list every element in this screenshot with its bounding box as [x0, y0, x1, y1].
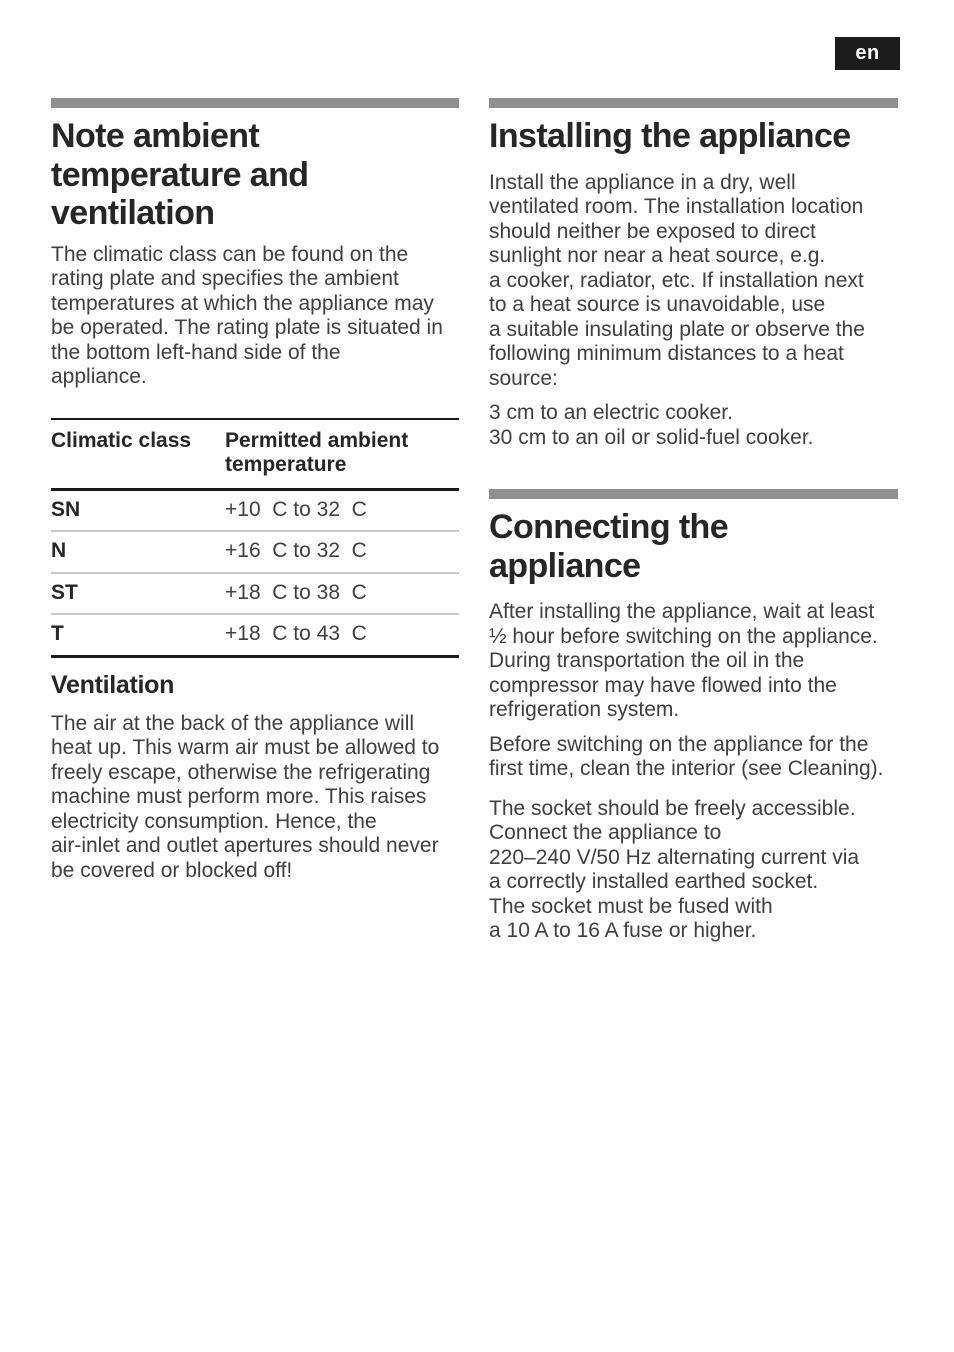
text-line: be operated. The rating plate is situated in [51, 316, 443, 339]
text-line: air-inlet and outlet apertures should never [51, 834, 439, 857]
temperature-range-cell: +18 C to 43 C [225, 622, 367, 645]
table-row [51, 491, 459, 531]
text-line: compressor may have flowed into the [489, 673, 837, 697]
connecting-paragraph-2 [489, 733, 898, 782]
ventilation-heading: Ventilation [51, 670, 175, 699]
title-line: Connecting the [489, 508, 729, 546]
text-line: to a heat source is unavoidable, use [489, 293, 826, 316]
table-row [51, 530, 459, 572]
language-badge: en [835, 37, 900, 70]
text-line: be covered or blocked off! [51, 858, 293, 882]
text-line: The socket must be fused with [489, 894, 773, 918]
note-intro-paragraph [51, 243, 459, 390]
note-ambient-title [51, 117, 459, 233]
climatic-class-cell: SN [51, 497, 81, 521]
text-line: Before switching on the appliance for the [489, 732, 869, 756]
text-line: temperatures at which the appliance may [51, 291, 434, 315]
table-row [51, 572, 459, 614]
temperature-range-cell: +10 C to 32 C [225, 497, 367, 521]
title-line: temperature and [51, 155, 309, 194]
text-line: 3 cm to an electric cooker. [489, 401, 733, 424]
col-header-climatic-class: Climatic class [51, 428, 192, 452]
connecting-paragraph-1 [489, 600, 898, 723]
text-line: refrigeration system. [489, 698, 680, 721]
table-row [51, 613, 459, 655]
text-line: first time, clean the interior (see Cleaning). [489, 757, 884, 780]
left-column [51, 98, 459, 883]
text-line: Install the appliance in a dry, well [489, 170, 796, 194]
title-line: ventilation [51, 194, 215, 232]
text-line: The climatic class can be found on the [51, 242, 409, 266]
climatic-class-table [51, 418, 459, 658]
temperature-range-cell: +18 C to 38 C [225, 580, 367, 604]
text-line: ½ hour before switching on the appliance. [489, 624, 878, 648]
right-column [489, 98, 898, 944]
text-line: following minimum distances to a heat [489, 342, 844, 365]
installing-title [489, 117, 898, 156]
text-line: electricity consumption. Hence, the [51, 809, 377, 833]
text-line: The air at the back of the appliance will [51, 711, 415, 735]
climatic-class-cell: ST [51, 580, 78, 604]
text-line: sunlight nor near a heat source, e.g. [489, 244, 826, 267]
text-line: rating plate and specifies the ambient [51, 267, 399, 290]
section-rule [51, 98, 459, 108]
text-line: Connect the appliance to [489, 821, 722, 844]
text-line: a correctly installed earthed socket. [489, 870, 819, 893]
text-line: source: [489, 366, 558, 390]
temperature-range-cell: +16 C to 32 C [225, 539, 367, 562]
text-line: a suitable insulating plate or observe the [489, 317, 865, 341]
title-line: Installing the appliance [489, 117, 851, 155]
col-header-permitted-ambient-temperature: Permitted ambient temperature [225, 428, 409, 476]
climatic-class-cell: T [51, 622, 64, 645]
text-line: appliance. [51, 365, 147, 388]
text-line: ventilated room. The installation location [489, 195, 864, 218]
text-line: a 10 A to 16 A fuse or higher. [489, 919, 757, 942]
installing-paragraph [489, 171, 898, 392]
title-line: appliance [489, 546, 641, 585]
ventilation-paragraph [51, 712, 459, 884]
text-line: After installing the appliance, wait at least [489, 600, 875, 623]
text-line: 30 cm to an oil or solid-fuel cooker. [489, 425, 814, 449]
title-line: Note ambient [51, 117, 260, 155]
connecting-title [489, 508, 898, 585]
text-line: freely escape, otherwise the refrigerating [51, 760, 431, 784]
climatic-class-cell: N [51, 539, 67, 562]
text-line: machine must perform more. This raises [51, 785, 427, 808]
minimum-distances [489, 401, 898, 450]
text-line: The socket should be freely accessible. [489, 796, 856, 820]
connecting-paragraph-3 [489, 797, 898, 944]
text-line: a cooker, radiator, etc. If installation next [489, 268, 864, 292]
text-line: During transportation the oil in the [489, 649, 805, 672]
text-line: heat up. This warm air must be allowed to [51, 736, 440, 759]
table-body [51, 491, 459, 655]
text-line: the bottom left-hand side of the [51, 340, 341, 364]
table-header-row [51, 420, 459, 491]
section-rule [489, 489, 898, 499]
text-line: should neither be exposed to direct [489, 219, 816, 243]
section-rule [489, 98, 898, 108]
text-line: 220–240 V/50 Hz alternating current via [489, 845, 860, 869]
